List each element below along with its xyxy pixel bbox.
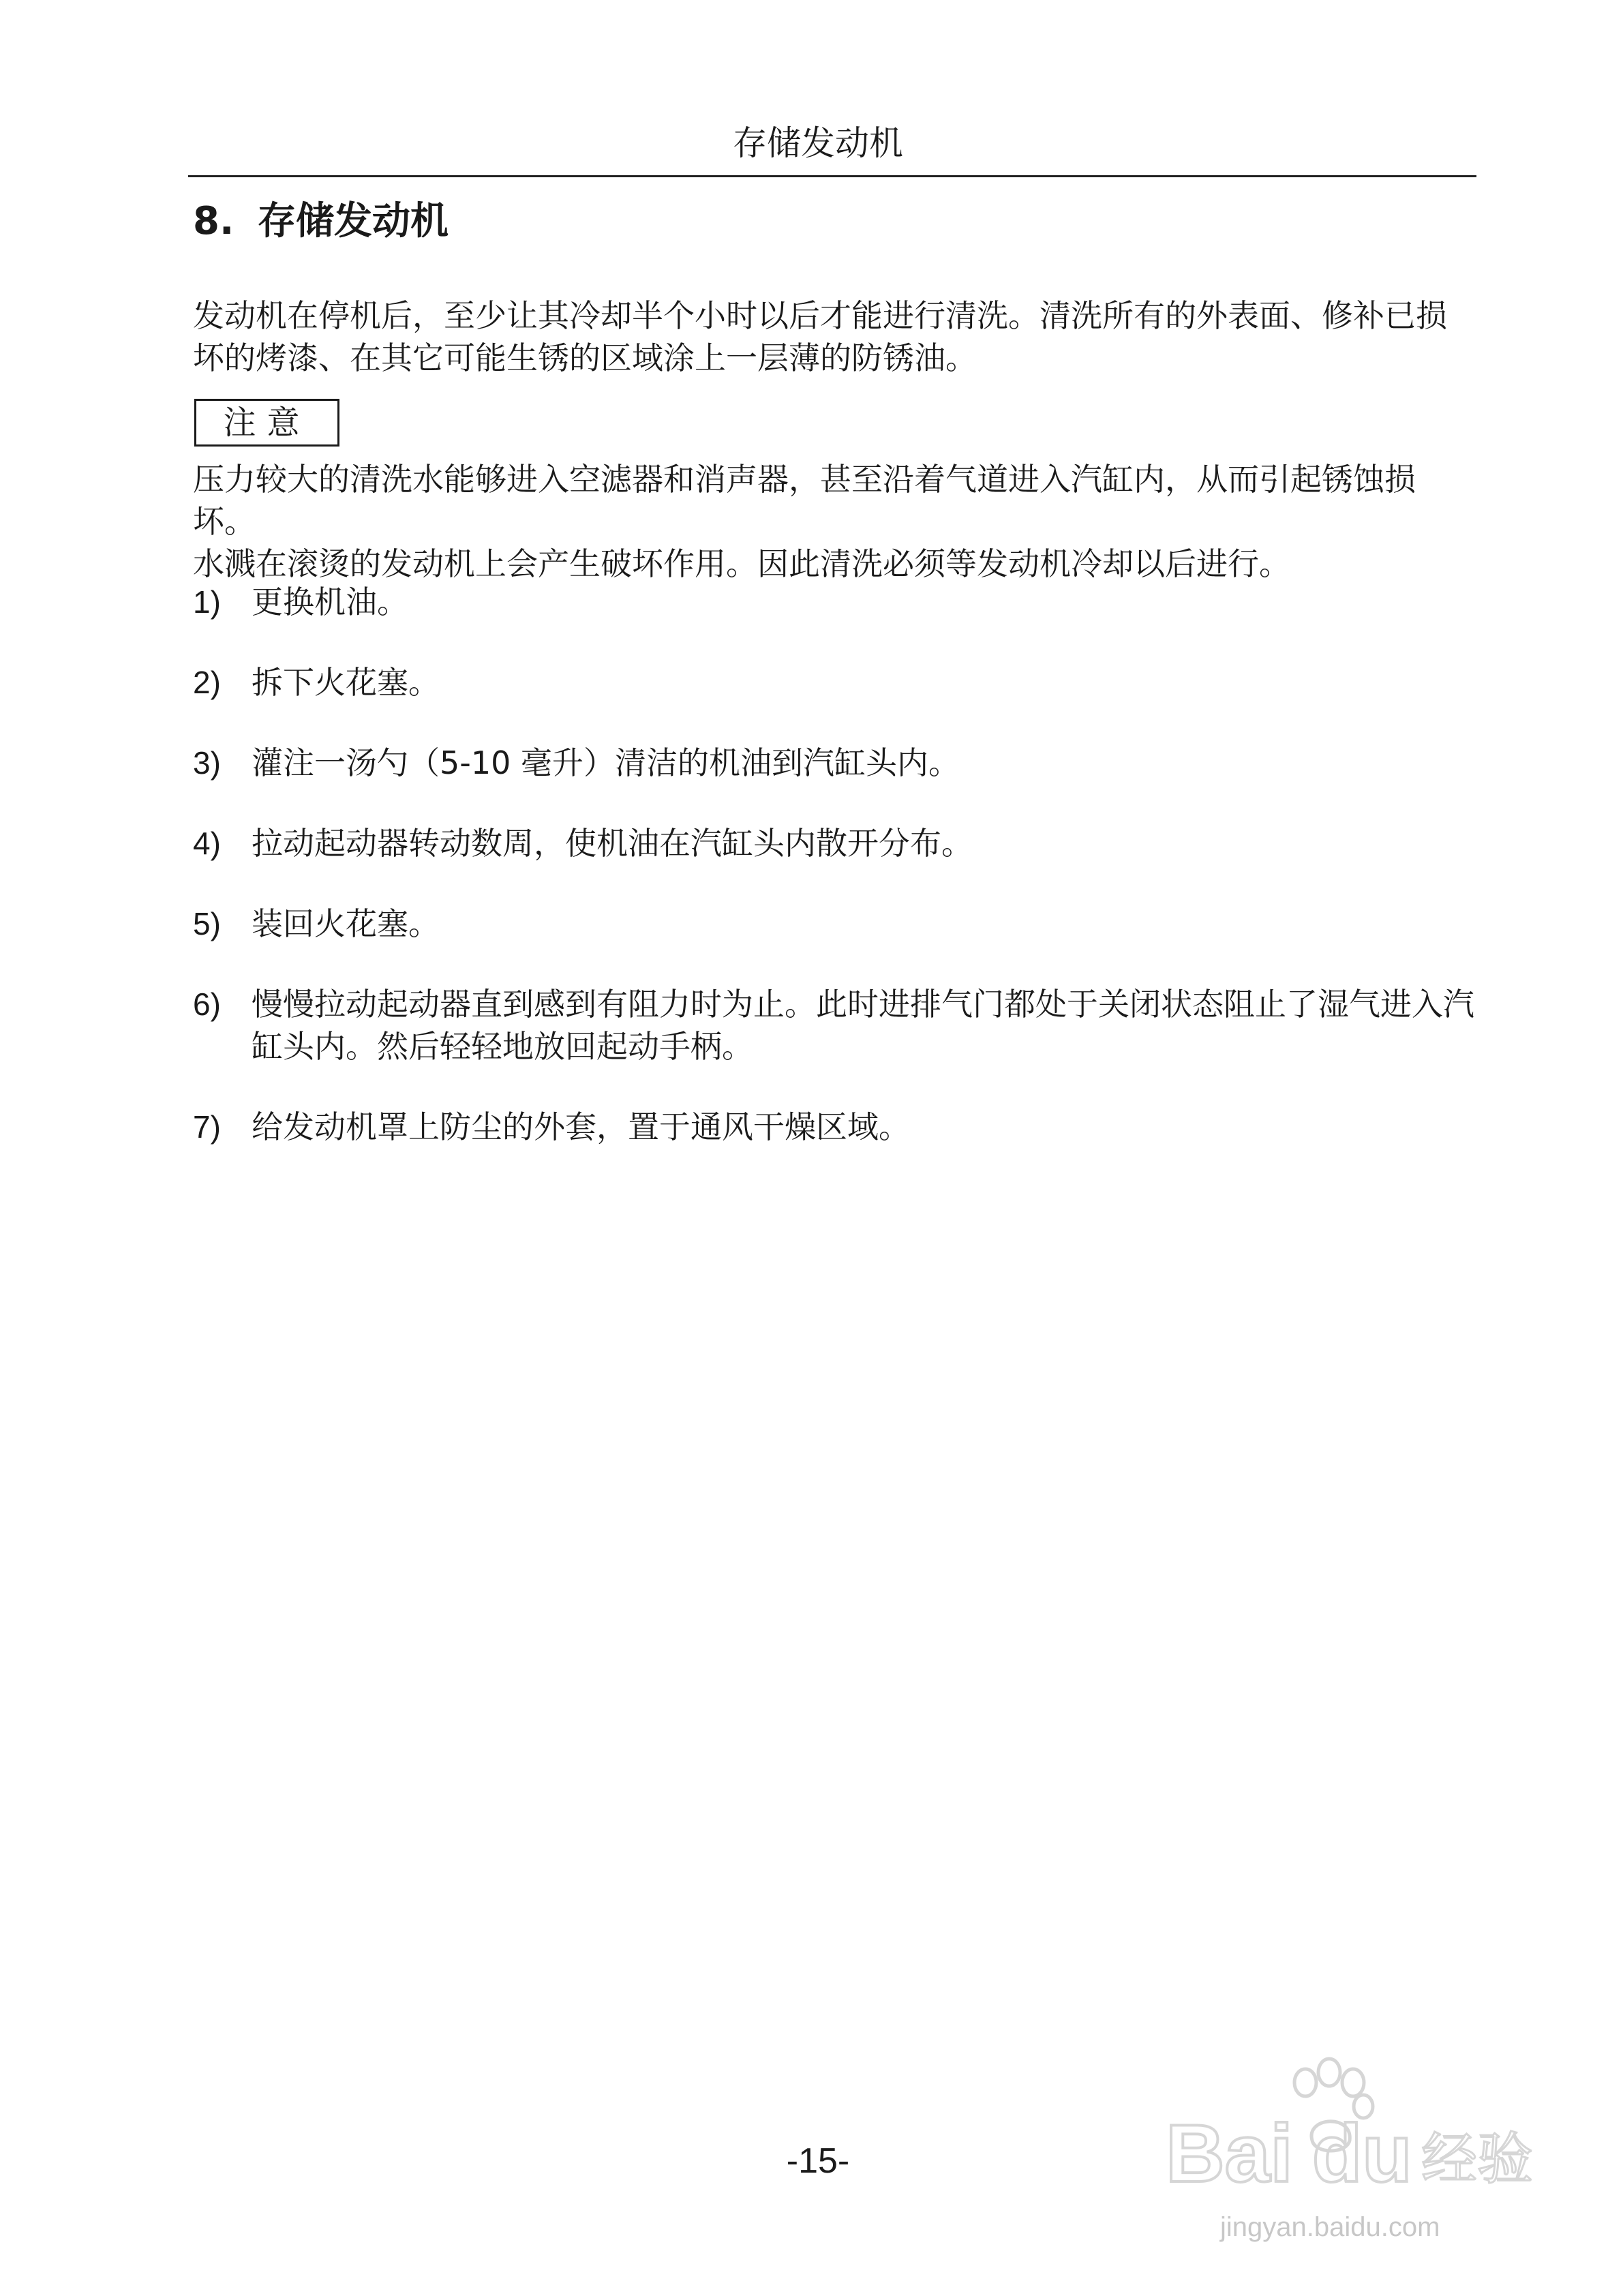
step-item [193, 1106, 1474, 1148]
running-header: 存储发动机 [733, 123, 903, 163]
step-text: 慢慢拉动起动器直到感到有阻力时为止。此时进排气门都处于关闭状态阻止了湿气进入汽缸头内。然后轻轻地放回起动手柄。 [252, 986, 1474, 1065]
notice-label: 注意 [194, 399, 339, 447]
step-text: 装回火花塞。 [252, 905, 440, 942]
step-text: 更换机油。 [252, 584, 408, 620]
page-number: -15- [786, 2141, 850, 2181]
step-text: 给发动机罩上防尘的外套，置于通风干燥区域。 [252, 1108, 910, 1145]
section-number: 8. [193, 199, 234, 243]
notice-line: 压力较大的清洗水能够进入空滤器和消声器，甚至沿着气道进入汽缸内，从而引起锈蚀损坏。 [193, 461, 1416, 540]
step-item [193, 742, 1474, 784]
step-item [193, 983, 1474, 1068]
watermark-url: jingyan.baidu.com [1220, 2212, 1440, 2242]
section-title [193, 194, 449, 249]
step-number: 5) [193, 906, 221, 941]
step-text: 拉动起动器转动数周，使机油在汽缸头内散开分布。 [252, 825, 973, 862]
step-text: 拆下火花塞。 [252, 664, 440, 701]
svg-text:经验: 经验 [1421, 2127, 1534, 2192]
header-rule [188, 175, 1476, 177]
step-number: 7) [193, 1109, 221, 1145]
step-number: 6) [193, 986, 221, 1022]
section-title-text: 存储发动机 [258, 199, 449, 243]
notice-text [193, 458, 1474, 585]
step-item [193, 661, 1474, 704]
svg-text:du: du [1312, 2108, 1412, 2199]
step-item [193, 822, 1474, 864]
step-item [193, 903, 1474, 945]
step-number: 3) [193, 745, 221, 781]
baidu-jingyan-watermark [1159, 2045, 1541, 2250]
steps-list [193, 581, 1474, 1186]
step-number: 2) [193, 665, 221, 700]
notice-line: 水溅在滚烫的发动机上会产生破坏作用。因此清洗必须等发动机冷却以后进行。 [193, 545, 1290, 582]
step-number: 1) [193, 584, 221, 620]
step-item [193, 581, 1474, 623]
watermark-logo [1159, 2045, 1541, 2209]
step-number: 4) [193, 826, 221, 861]
svg-text:Bai: Bai [1166, 2108, 1293, 2199]
intro-paragraph: 发动机在停机后，至少让其冷却半个小时以后才能进行清洗。清洗所有的外表面、修补已损坏的烤漆、在其它可能生锈的区域涂上一层薄的防锈油。 [193, 297, 1447, 376]
step-text: 灌注一汤勺（5-10 毫升）清洁的机油到汽缸头内。 [252, 744, 960, 781]
